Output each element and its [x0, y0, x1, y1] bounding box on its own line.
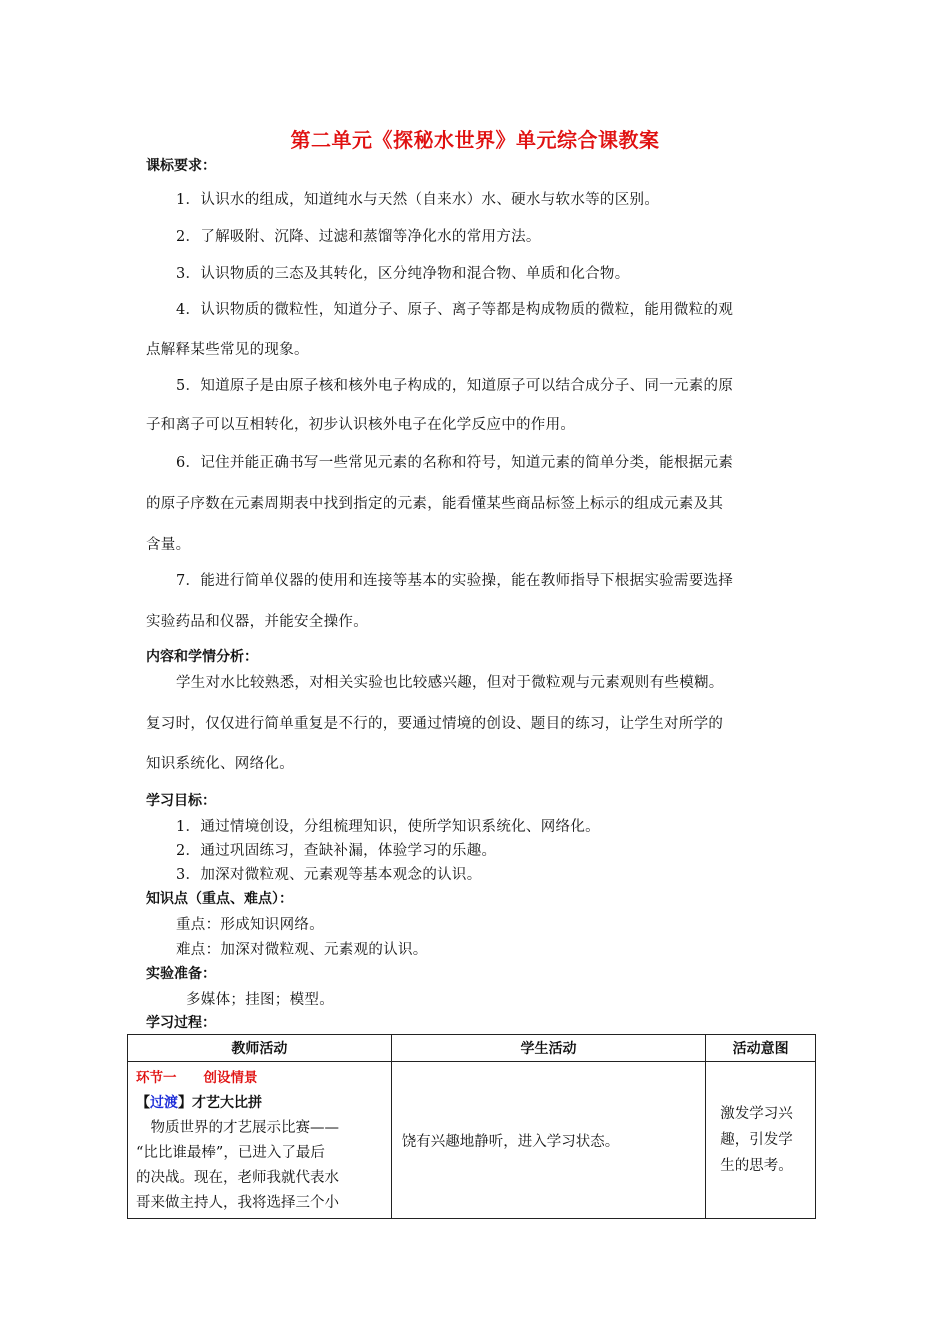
table-header-row — [128, 1035, 816, 1062]
bracket-close: 】 — [178, 1095, 192, 1111]
goal-item: 1．通过情境创设，分组梳理知识，使所学知识系统化、网络化。 — [176, 819, 600, 835]
column-header-student: 学生活动 — [391, 1035, 706, 1062]
transition-title: 才艺大比拼 — [192, 1095, 262, 1111]
column-header-intent: 活动意图 — [706, 1035, 816, 1062]
curriculum-item: 的原子序数在元素周期表中找到指定的元素，能看懂某些商品标签上标示的组成元素及其 — [146, 496, 724, 512]
curriculum-item: 2．了解吸附、沉降、过滤和蒸馏等净化水的常用方法。 — [176, 229, 541, 245]
intent-line: 趣，引发学 — [720, 1132, 793, 1148]
teacher-text-line: 物质世界的才艺展示比赛—— — [136, 1120, 339, 1136]
analysis-line: 学生对水比较熟悉，对相关实验也比较感兴趣，但对于微粒观与元素观则有些模糊。 — [176, 675, 724, 691]
transition-tag: 过渡 — [150, 1095, 178, 1111]
intent-cell — [706, 1062, 816, 1219]
curriculum-item: 1．认识水的组成，知道纯水与天然（自来水）水、硬水与软水等的区别。 — [176, 192, 660, 208]
prep-text: 多媒体；挂图；模型。 — [186, 992, 334, 1008]
intent-line: 激发学习兴 — [720, 1106, 793, 1122]
curriculum-item: 子和离子可以互相转化，初步认识核外电子在化学反应中的作用。 — [146, 417, 576, 433]
analysis-line: 知识系统化、网络化。 — [146, 756, 294, 772]
goal-item: 2．通过巩固练习，查缺补漏，体验学习的乐趣。 — [176, 843, 497, 859]
process-table — [127, 1034, 816, 1219]
section-title: 环节一 创设情景 — [136, 1070, 258, 1086]
student-activity-text: 饶有兴趣地静听，进入学习状态。 — [401, 1133, 620, 1150]
curriculum-item: 5．知道原子是由原子核和核外电子构成的，知道原子可以结合成分子、同一元素的原 — [176, 378, 734, 394]
analysis-line: 复习时，仅仅进行简单重复是不行的，要通过情境的创设、题目的练习，让学生对所学的 — [146, 716, 724, 732]
curriculum-item: 4．认识物质的微粒性，知道分子、原子、离子等都是构成物质的微粒，能用微粒的观 — [176, 302, 734, 318]
bracket-open: 【 — [136, 1095, 150, 1111]
process-heading: 学习过程： — [146, 1015, 216, 1031]
teacher-text-line: 哥来做主持人，我将选择三个小 — [136, 1195, 339, 1211]
document-title: 第二单元《探秘水世界》单元综合课教案 — [290, 128, 660, 152]
transition-line — [136, 1091, 384, 1116]
keypoints-heading: 知识点（重点、难点）： — [146, 891, 293, 907]
curriculum-heading: 课标要求： — [146, 158, 216, 174]
teacher-text-line: 的决战。现在，老师我就代表水 — [136, 1170, 339, 1186]
goals-heading: 学习目标： — [146, 793, 216, 809]
teacher-text-line: “比比谁最棒”，已进入了最后 — [136, 1145, 325, 1161]
keypoint-item: 重点：形成知识网络。 — [176, 917, 324, 933]
teacher-activity-cell — [128, 1062, 392, 1219]
curriculum-item: 7．能进行简单仪器的使用和连接等基本的实验操，能在教师指导下根据实验需要选择 — [176, 573, 734, 589]
curriculum-item: 6．记住并能正确书写一些常见元素的名称和符号，知道元素的简单分类，能根据元素 — [176, 455, 734, 471]
student-activity-cell — [391, 1062, 706, 1219]
keypoint-item: 难点：加深对微粒观、元素观的认识。 — [176, 942, 428, 958]
curriculum-item: 实验药品和仪器，并能安全操作。 — [146, 614, 368, 630]
column-header-teacher: 教师活动 — [128, 1035, 392, 1062]
table-row — [128, 1062, 816, 1219]
goal-item: 3．加深对微粒观、元素观等基本观念的认识。 — [176, 867, 482, 883]
curriculum-item: 点解释某些常见的现象。 — [146, 342, 309, 358]
curriculum-item: 含量。 — [146, 537, 191, 553]
prep-heading: 实验准备： — [146, 966, 216, 982]
analysis-heading: 内容和学情分析： — [146, 649, 258, 665]
curriculum-item: 3．认识物质的三态及其转化，区分纯净物和混合物、单质和化合物。 — [176, 266, 630, 282]
intent-line: 生的思考。 — [720, 1158, 793, 1174]
